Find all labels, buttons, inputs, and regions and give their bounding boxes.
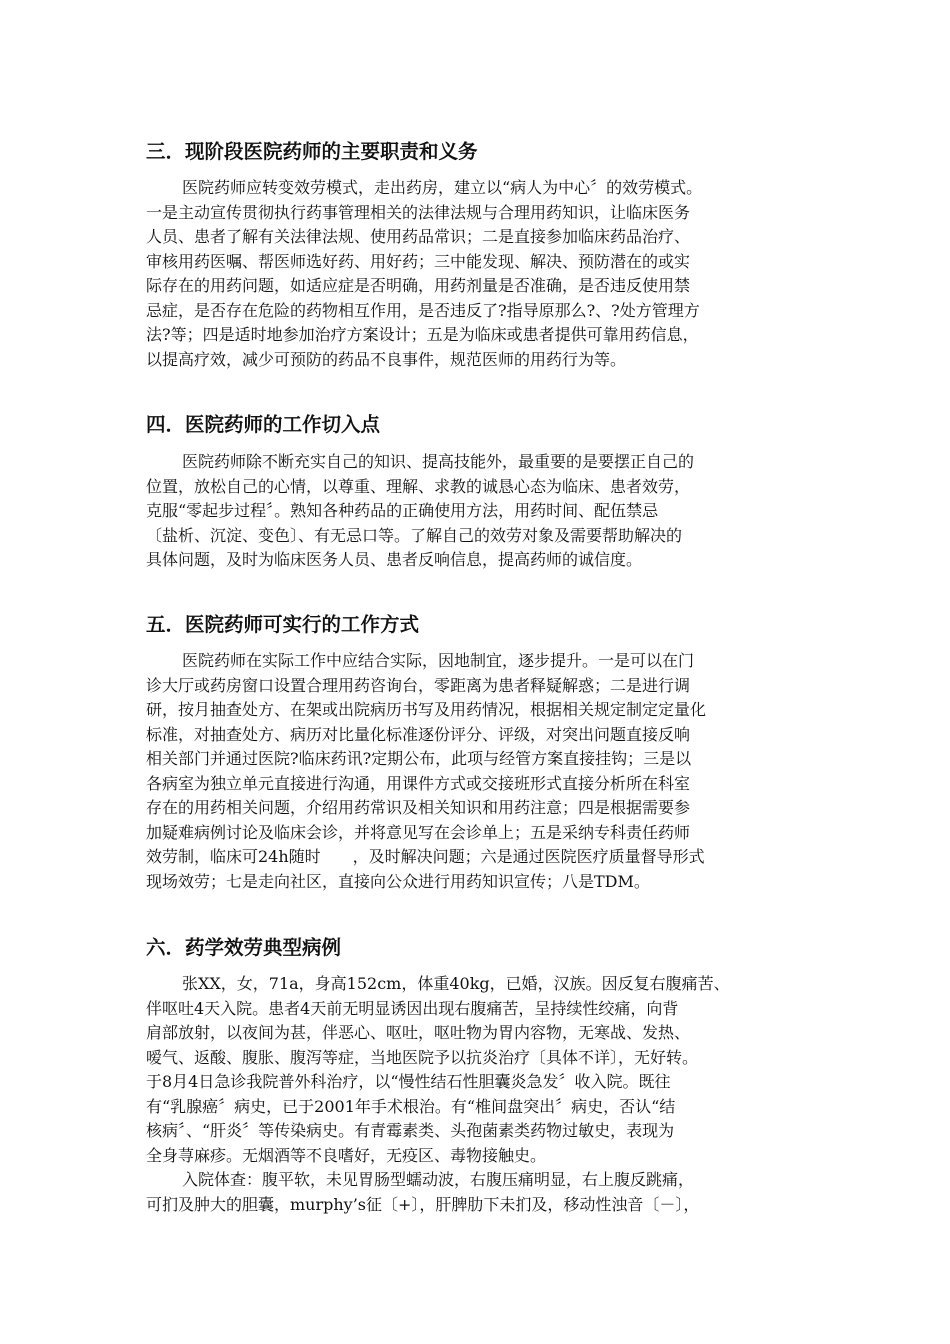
text-line: 张XX，女，71a，身高152cm，体重40kg，已婚，汉族。因反复右腹痛苦、 — [182, 974, 730, 993]
text-line: 有“乳腺癌〞病史，已于2001年手术根治。有“椎间盘突出〞病史，否认“结 — [146, 1096, 676, 1116]
text-line: 审核用药医嘱、帮医师选好药、用好药；三中能发现、解决、预防潜在的或实 — [146, 251, 691, 271]
text-line: 入院体查：腹平软，未见胃肠型蠕动波，右腹压痛明显，右上腹反跳痛， — [182, 1170, 695, 1189]
text-line: 可扪及肿大的胆囊，murphy’s征〔+〕，肝脾肋下未扪及，移动性浊音〔－〕， — [146, 1194, 700, 1214]
text-line: 全身荨麻疹。无烟酒等不良嗜好，无疫区、毒物接触史。 — [146, 1145, 547, 1165]
text-line: 医院药师在实际工作中应结合实际，因地制宜，逐步提升。一是可以在门 — [182, 651, 695, 670]
section-heading-4: 四．医院药师的工作切入点 — [146, 413, 381, 436]
text-line: 人员、患者了解有关法律法规、使用药品常识；二是直接参加临床药品治疗、 — [146, 227, 691, 246]
section-4-paragraph — [146, 450, 822, 573]
text-line: 肩部放射，以夜间为甚，伴恶心、呕吐，呕吐物为胃内容物，无寒战、发热、 — [146, 1023, 691, 1042]
text-line: 际存在的用药问题，如适应症是否明确，用药剂量是否准确，是否违反使用禁 — [146, 276, 691, 295]
text-line: 存在的用药相关问题，介绍用药常识及相关知识和用药注意；四是根据需要参 — [146, 798, 691, 817]
text-line: 核病〞、“肝炎〞等传染病史。有青霉素类、头孢菌素类药物过敏史，表现为 — [146, 1121, 675, 1140]
section-heading-3: 三．现阶段医院药师的主要职责和义务 — [146, 140, 478, 163]
section-heading-5: 五．医院药师可实行的工作方式 — [146, 613, 420, 636]
text-line: 一是主动宣传贯彻执行药事管理相关的法律法规与合理用药知识，让临床医务 — [146, 202, 691, 222]
text-line: 研，按月抽查处方、在架或出院病历书写及用药情况，根据相关规定制定定量化 — [146, 700, 707, 719]
text-line: 以提高疗效，减少可预防的药品不良事件，规范医师的用药行为等。 — [146, 349, 627, 369]
section-3-paragraph — [146, 176, 822, 372]
text-line: 加疑难病例讨论及临床会诊，并将意见写在会诊单上；五是采纳专科责任药师 — [146, 822, 691, 842]
text-line: 位置，放松自己的心情，以尊重、理解、求教的诚恳心态为临床、患者效劳， — [146, 476, 691, 496]
text-line: 各病室为独立单元直接进行沟通，用课件方式或交接班形式直接分析所在科室 — [146, 773, 691, 793]
text-line: 具体问题，及时为临床医务人员、患者反响信息，提高药师的诚信度。 — [146, 550, 643, 569]
text-line: 相关部门并通过医院?临床药讯?定期公布，此项与经管方案直接挂钩；三是以 — [146, 749, 692, 768]
text-line: 〔盐析、沉淀、变色〕、有无忌口等。了解自己的效劳对象及需要帮助解决的 — [146, 525, 683, 545]
text-line: 诊大厅或药房窗口设置合理用药咨询台，零距离为患者释疑解惑；二是进行调 — [146, 675, 691, 695]
section-5-paragraph — [146, 649, 822, 894]
text-line: 伴呕吐4天入院。患者4天前无明显诱因出现右腹痛苦，呈持续性绞痛，向背 — [146, 998, 679, 1018]
text-line: 医院药师应转变效劳模式，走出药房，建立以“病人为中心〞的效劳模式。 — [182, 178, 703, 197]
text-line: 标准，对抽查处方、病历对比量化标准逐份评分、评级，对突出问题直接反响 — [146, 724, 691, 744]
text-line: 克服“零起步过程〞。熟知各种药品的正确使用方法，用药时间、配伍禁忌 — [146, 501, 659, 520]
text-line: 医院药师除不断充实自己的知识、提高技能外，最重要的是要摆正自己的 — [182, 452, 695, 471]
section-heading-6: 六．药学效劳典型病例 — [146, 936, 342, 959]
text-line: 现场效劳；七是走向社区，直接向公众进行用药知识宣传；八是TDM。 — [146, 871, 650, 891]
text-line: 嗳气、返酸、腹胀、腹泻等症，当地医院予以抗炎治疗〔具体不详〕，无好转。 — [146, 1047, 699, 1067]
text-line: 法?等；四是适时地参加治疗方案设计；五是为临床或患者提供可靠用药信息， — [146, 325, 699, 344]
text-line: 忌症，是否存在危险的药物相互作用，是否违反了?指导原那么?、?处方管理方 — [146, 300, 700, 320]
section-6-paragraph — [146, 972, 822, 1217]
text-line: 效劳制，临床可24h随时 ，及时解决问题；六是通过医院医疗质量督导形式 — [146, 847, 705, 866]
text-line: 于8月4日急诊我院普外科治疗，以“慢性结石性胆囊炎急发〞收入院。既往 — [146, 1072, 671, 1091]
